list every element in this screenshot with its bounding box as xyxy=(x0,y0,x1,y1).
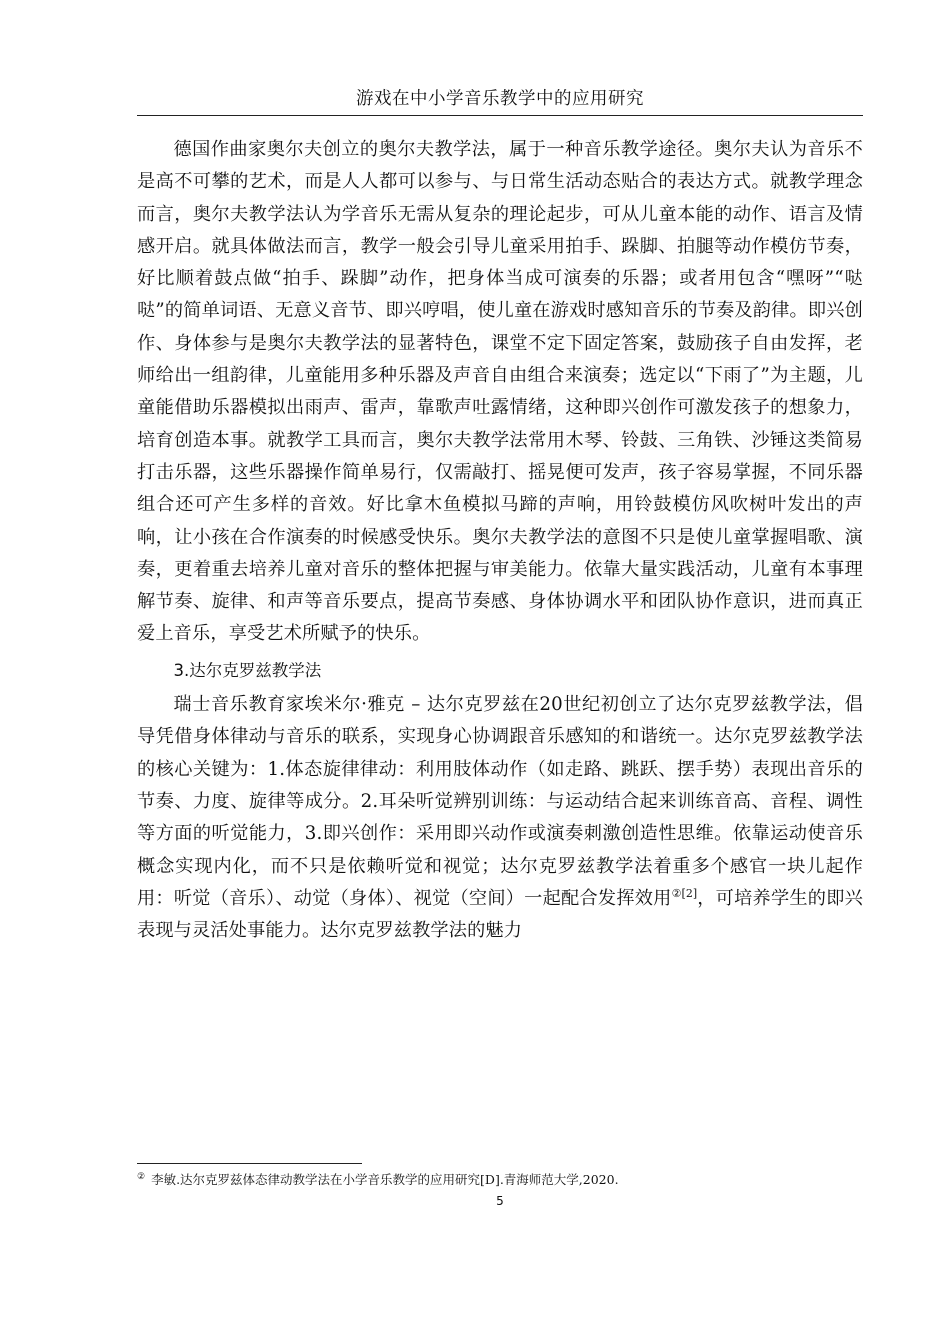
footnote-mark: ② xyxy=(137,1171,146,1182)
footnote-rule xyxy=(137,1163,362,1164)
paragraph-dalcroze xyxy=(137,689,863,947)
footnote xyxy=(137,1171,863,1189)
section-heading: 3.达尔克罗兹教学法 xyxy=(173,660,322,680)
paragraph-orff xyxy=(137,134,863,651)
header-rule xyxy=(137,115,863,116)
footnote-text: 李敏.达尔克罗兹体态律动教学法在小学音乐教学的应用研究[D].青海师范大学,2020. xyxy=(151,1172,619,1187)
paragraph-orff-text: 德国作曲家奥尔夫创立的奥尔夫教学法，属于一种音乐教学途径。奥尔夫认为音乐不是高不可攀的艺术，而是人人都可以参与、与日常生活动态贴合的表达方式。就教学理念而言，奥尔夫教学法认为学音乐无需从复杂的理论起步，可从儿童本能的动作、语言及情感开启。就具体做法而言，教学一般会引导儿童采用拍手、跺脚、拍腿等动作模仿节奏，好比顺着鼓点做“拍手、跺脚”动作，把身体当成可演奏的乐器；或者用包含“嘿呀”“哒哒”的简单词语、无意义音节、即兴哼唱，使儿童在游戏时感知音乐的节奏及韵律。即兴创作、身体参与是奥尔夫教学法的显著特色，课堂不定下固定答案，鼓励孩子自由发挥，老师给出一组韵律，儿童能用多种乐器及声音自由组合来演奏；选定以“下雨了”为主题，儿童能借助乐器模拟出雨声、雷声，靠歌声吐露情绪，这种即兴创作可激发孩子的想象力，培育创造本事。就教学工具而言，奥尔夫教学法常用木琴、铃鼓、三角铁、沙锤这类简易打击乐器，这些乐器操作简单易行，仅需敲打、摇晃便可发声，孩子容易掌握，不同乐器组合还可产生多样的音效。好比拿木鱼模拟马蹄的声响，用铃鼓模仿风吹树叶发出的声响，让小孩在合作演奏的时候感受快乐。奥尔夫教学法的意图不只是使儿童掌握唱歌、演奏，更着重去培养儿童对音乐的整体把握与审美能力。依靠大量实践活动，儿童有本事理解节奏、旋律、和声等音乐要点，提高节奏感、身体协调水平和团队协作意识，进而真正爱上音乐，享受艺术所赋予的快乐。 xyxy=(137,139,863,645)
page-number: 5 xyxy=(496,1194,504,1208)
running-header: 游戏在中小学音乐教学中的应用研究 xyxy=(356,89,644,109)
paragraph-dalcroze-text: 瑞士音乐教育家埃米尔·雅克 – 达尔克罗兹在20世纪初创立了达尔克罗兹教学法，倡导凭借身体律动与音乐的联系，实现身心协调跟音乐感知的和谐统一。达尔克罗兹教学法的核心关键为：1.体态旋律律动：利用肢体动作（如走路、跳跃、摆手势）表现出音乐的节奏、力度、旋律等成分。2.耳朵听觉辨别训练：与运动结合起来训练音高、音程、调性等方面的听觉能力，3.即兴创作：采用即兴动作或演奏刺激创造性思维。依靠运动使音乐概念实现内化，而不只是依赖听觉和视觉；达尔克罗兹教学法着重多个感官一块儿起作用：听觉（音乐）、动觉（身体）、视觉（空间）一起配合发挥效用 xyxy=(137,694,863,909)
paragraph-dalcroze-end: ，可培养学生的即兴表现与灵活处事能力。达尔克罗兹教学法的魅力 xyxy=(137,887,863,942)
footnote-reference[interactable]: ②[2] xyxy=(671,886,698,900)
body-text xyxy=(137,134,863,947)
